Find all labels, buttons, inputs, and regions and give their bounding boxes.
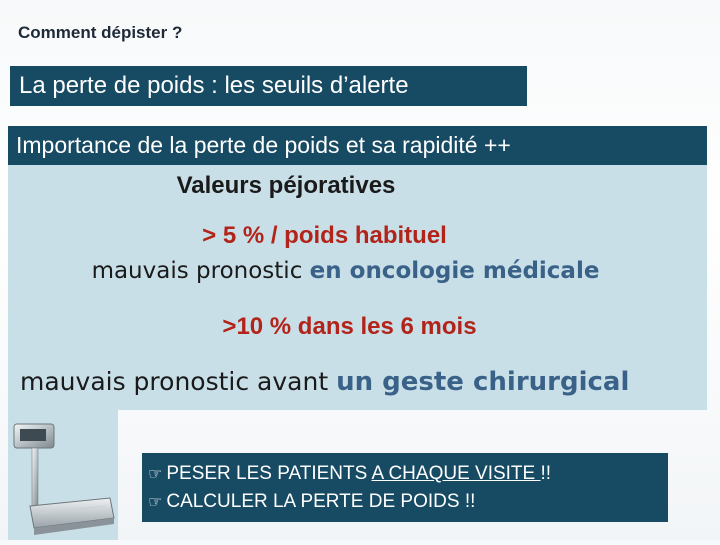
prognosis-oncology-prefix: mauvais pronostic	[91, 258, 310, 284]
content-panel	[8, 165, 707, 410]
weighing-scale-image	[8, 410, 118, 540]
slide-title: Comment dépister ?	[18, 23, 183, 42]
advice-line-weigh	[148, 460, 668, 488]
threshold-10-percent: >10 % dans les 6 mois	[222, 313, 477, 340]
weighing-scale-icon	[8, 410, 118, 540]
advice-each-visit: A CHAQUE VISITE	[371, 463, 541, 484]
values-heading: Valeurs péjoratives	[176, 172, 396, 199]
advice-box	[142, 453, 668, 522]
advice-compute-text: CALCULER LA PERTE DE POIDS !!	[166, 491, 476, 512]
prognosis-surgery-emphasis: un geste chirurgical	[336, 367, 630, 397]
advice-weigh-suffix: !!	[540, 463, 552, 484]
advice-weigh-text: PESER LES PATIENTS	[166, 463, 372, 484]
importance-banner: Importance de la perte de poids et sa rapidité ++	[8, 126, 707, 165]
pointing-hand-icon: ☞	[148, 492, 163, 511]
prognosis-oncology	[0, 258, 695, 284]
prognosis-surgery-prefix: mauvais pronostic avant	[20, 367, 337, 396]
advice-line-compute	[148, 488, 668, 516]
subtitle-banner: La perte de poids : les seuils d’alerte	[10, 66, 527, 106]
threshold-5-percent: > 5 % / poids habituel	[202, 222, 447, 249]
pointing-hand-icon: ☞	[148, 464, 163, 483]
prognosis-oncology-emphasis: en oncologie médicale	[309, 258, 600, 284]
prognosis-surgery	[20, 367, 719, 397]
